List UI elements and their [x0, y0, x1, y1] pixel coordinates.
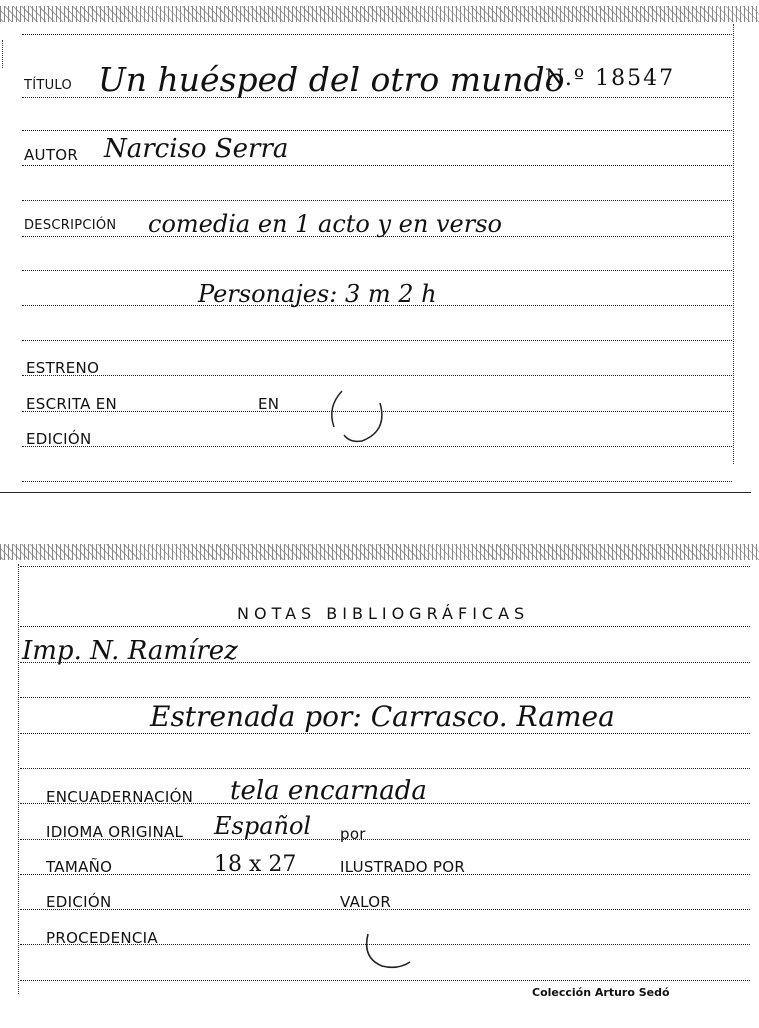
rule-line: [20, 733, 750, 734]
edicion-label: EDICIÓN: [46, 893, 112, 911]
estreno-label: ESTRENO: [26, 359, 100, 377]
scan-noise-strip: [0, 544, 759, 560]
card-separator: [0, 492, 751, 493]
rule-line: [20, 566, 750, 567]
scan-noise-strip: [0, 6, 759, 22]
catalog-card-back: [0, 540, 759, 1028]
punch-hole-mark: [358, 928, 418, 978]
rule-line: [22, 481, 732, 482]
personajes-value: Personajes: 3 m 2 h: [198, 280, 437, 308]
card-frame-left: [18, 564, 19, 994]
autor-label: AUTOR: [24, 146, 79, 164]
rule-line: [20, 768, 750, 769]
ilustrado-label: ILUSTRADO POR: [340, 858, 466, 876]
collection-credit: Colección Arturo Sedó: [532, 986, 670, 999]
descripcion-label: DESCRIPCIÓN: [24, 218, 117, 233]
catalog-number: N.º 18547: [545, 66, 676, 91]
titulo-value: Un huésped del otro mundo: [98, 60, 565, 99]
rule-line: [22, 340, 732, 341]
rule-line: [22, 130, 732, 131]
escrita-en-label: ESCRITA EN: [26, 395, 118, 413]
idioma-value: Español: [214, 812, 312, 840]
notas-heading: NOTAS BIBLIOGRÁFICAS: [237, 604, 530, 623]
rule-line: [20, 697, 750, 698]
rule-line: [22, 34, 732, 35]
idioma-label: IDIOMA ORIGINAL: [46, 823, 184, 841]
autor-value: Narciso Serra: [104, 134, 289, 164]
por-label: por: [340, 825, 366, 843]
rule-line: [22, 165, 732, 166]
note-line-estrenada: Estrenada por: Carrasco. Ramea: [150, 700, 615, 733]
rule-line: [20, 980, 750, 981]
descripcion-value: comedia en 1 acto y en verso: [148, 210, 502, 238]
catalog-card-front: [0, 0, 759, 492]
edicion-label: EDICIÓN: [26, 430, 92, 448]
rule-line: [20, 626, 750, 627]
tamano-label: TAMAÑO: [46, 858, 113, 876]
en-label: EN: [258, 395, 280, 413]
encuadernacion-value: tela encarnada: [230, 776, 427, 806]
rule-line: [22, 270, 732, 271]
note-line-imprenta: Imp. N. Ramírez: [22, 636, 238, 666]
rule-line: [22, 375, 732, 376]
rule-line: [22, 200, 732, 201]
titulo-label: TÍTULO: [24, 78, 73, 93]
valor-label: VALOR: [340, 893, 392, 911]
procedencia-label: PROCEDENCIA: [46, 929, 158, 947]
punch-hole-mark: [322, 385, 392, 449]
tamano-value: 18 x 27: [214, 852, 297, 877]
encuadernacion-label: ENCUADERNACIÓN: [46, 788, 194, 806]
card-frame-left: [2, 40, 3, 68]
card-frame-right: [733, 24, 734, 464]
